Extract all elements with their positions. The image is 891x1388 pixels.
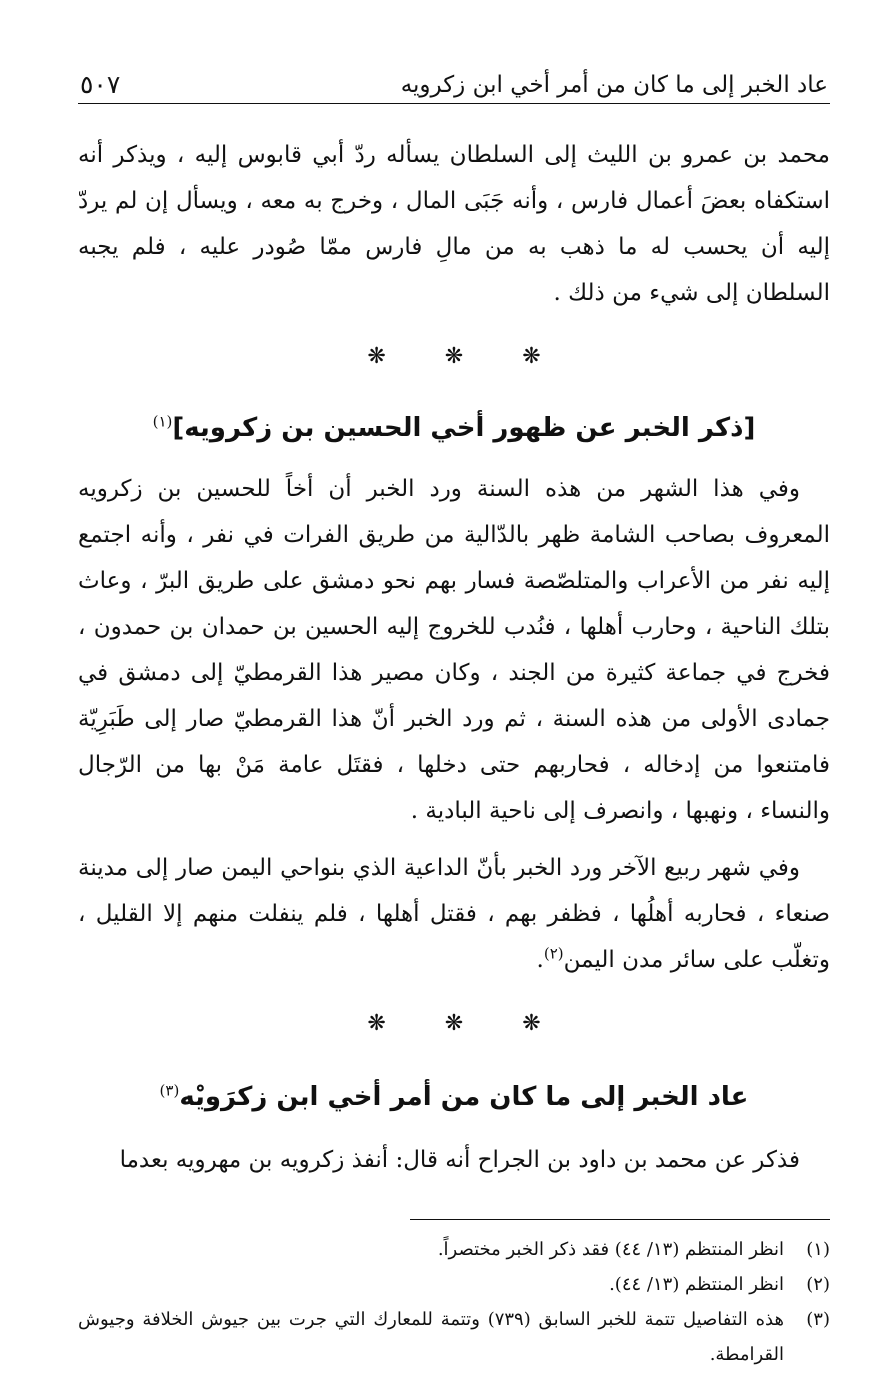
footnote (78, 1267, 830, 1302)
footnote-marker-1: (١) (152, 412, 173, 431)
paragraph-continuation: محمد بن عمرو بن الليث إلى السلطان يسأله ردّ أبي قابوس إليه ، ويذكر أنه استكفاه بعضَ أعمال فارس ، وأنه جَبَى المال ، وخرج به معه ، ويسأل إن لم يردّ إليه أن يحسب له ما ذهب به من مالِ فارس ممّا صُودر عليه ، فلم يجبه السلطان إلى شيء من ذلك . (78, 142, 830, 306)
footnotes (78, 1232, 830, 1372)
footnote-number: (٣) (806, 1309, 830, 1330)
ornament-separator: ❋ ❋ ❋ (367, 1011, 567, 1036)
footnote-text: هذه التفاصيل تتمة للخبر السابق (٧٣٩) وتتمة للمعارك التي جرت بين جيوش الخلافة وجيوش القرامطة. (78, 1309, 784, 1365)
section-heading-2 (78, 1075, 830, 1119)
running-title: عاد الخبر إلى ما كان من أمر أخي ابن زكرويه (400, 72, 828, 99)
footnote-text: انظر المنتظم (١٣/ ٤٤). (609, 1274, 784, 1295)
footnote-number: (٢) (806, 1274, 830, 1295)
running-header (78, 56, 830, 104)
section-heading-1-text: [ذكر الخبر عن ظهور أخي الحسين بن زكرويه] (172, 413, 756, 443)
section-heading-1 (78, 406, 830, 450)
paragraph-yemen (78, 845, 830, 983)
footnote-marker-3: (٣) (159, 1081, 180, 1100)
book-page (78, 56, 830, 1372)
section-heading-2-text: عاد الخبر إلى ما كان من أمر أخي ابن زكرَويْه (179, 1082, 749, 1112)
paragraph-yemen-end: . (536, 947, 544, 973)
footnote-marker-2: (٢) (543, 944, 564, 963)
footnote (78, 1232, 830, 1267)
paragraph-yemen-text: وفي شهر ربيع الآخر ورد الخبر بأنّ الداعية الذي بنواحي اليمن صار إلى مدينة صنعاء ، فحاربه أهلُها ، فظفر بهم ، فقتل أهلها ، فلم ينفلت منهم إلا القليل ، وتغلّب على سائر مدن اليمن (78, 855, 830, 973)
footnote-number: (١) (806, 1239, 830, 1260)
footnote (78, 1302, 830, 1372)
paragraph-qarmati-campaign: وفي هذا الشهر من هذه السنة ورد الخبر أن أخاً للحسين بن زكرويه المعروف بصاحب الشامة ظهر بالدّالية من طريق الفرات في نفر ، وأنه اجتمع إليه نفر من الأعراب والمتلصّصة فسار بهم نحو دمشق على طريق البرّ ، وعاث بتلك الناحية ، وحارب أهلها ، فنُدب للخروج إليه الحسين بن حمدان بن حمدون ، فخرج في جماعة كثيرة من الجند ، وكان مصير هذا القرمطيّ إلى دمشق في جمادى الأولى من هذه السنة ، ثم ورد الخبر أنّ هذا القرمطيّ صار إلى طَبَرِيّة فامتنعوا من إدخاله ، فحاربهم حتى دخلها ، فقتَل عامة مَنْ بها من الرّجال والنساء ، ونهبها ، وانصرف إلى ناحية البادية . (78, 476, 830, 824)
page-number: ٥٠٧ (80, 70, 121, 99)
paragraph-opening: فذكر عن محمد بن داود بن الجراح أنه قال: أنفذ زكرويه بن مهرويه بعدما (119, 1147, 800, 1173)
ornament-separator: ❋ ❋ ❋ (367, 344, 567, 369)
footnote-divider (410, 1219, 830, 1220)
footnote-text: انظر المنتظم (١٣/ ٤٤) فقد ذكر الخبر مختصراً. (437, 1239, 784, 1260)
